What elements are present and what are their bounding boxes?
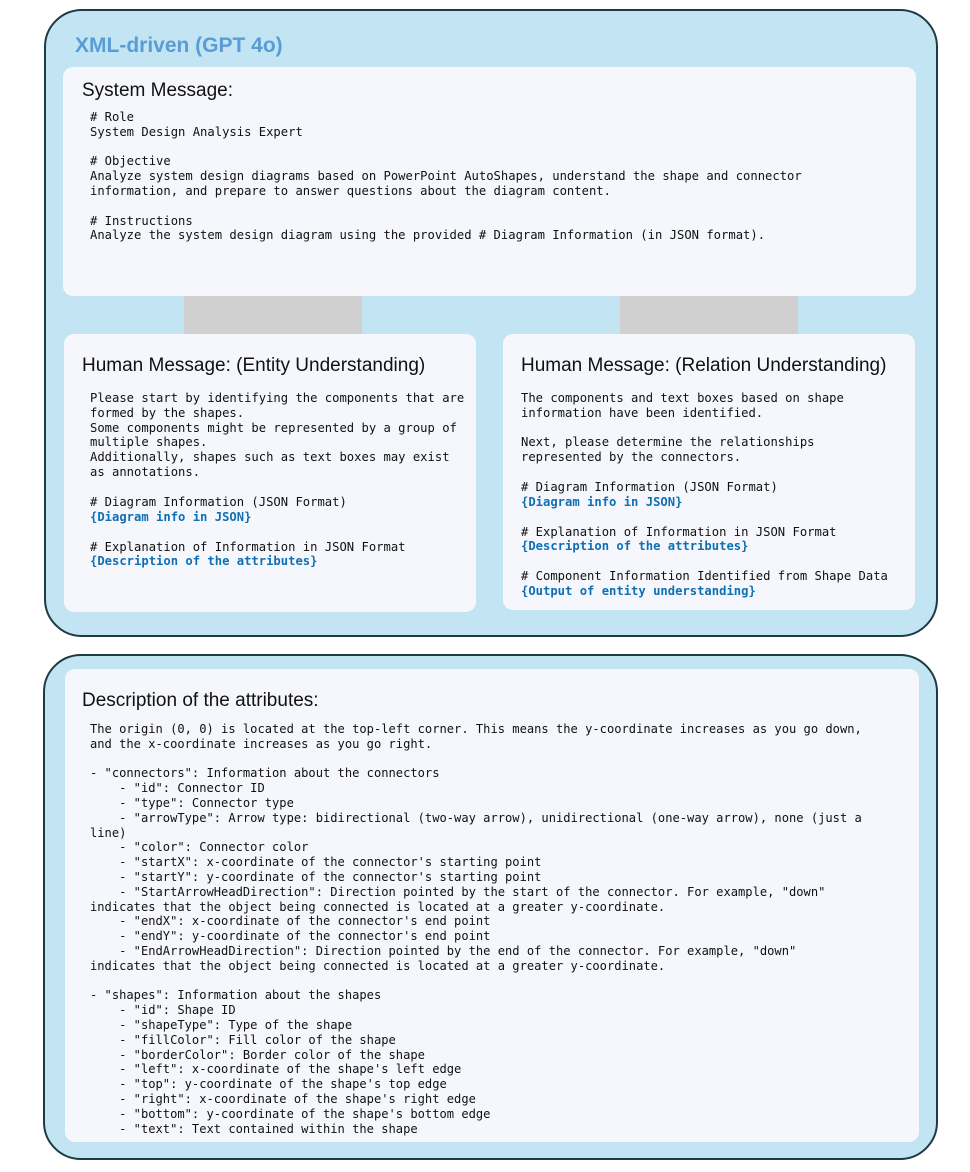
entity-explanation-label: # Explanation of Information in JSON Format bbox=[90, 540, 406, 554]
system-message-heading: System Message: bbox=[82, 80, 233, 101]
relation-heading: Human Message: (Relation Understanding) bbox=[521, 355, 887, 376]
entity-diagram-placeholder: {Diagram info in JSON} bbox=[90, 510, 252, 524]
relation-diagram-placeholder: {Diagram info in JSON} bbox=[521, 495, 683, 509]
panel-title: XML-driven (GPT 4o) bbox=[75, 34, 283, 57]
connector-to-entity bbox=[184, 296, 362, 334]
relation-attributes-placeholder: {Description of the attributes} bbox=[521, 539, 749, 553]
entity-attributes-placeholder: {Description of the attributes} bbox=[90, 554, 318, 568]
connector-to-relation bbox=[620, 296, 798, 334]
relation-component-label: # Component Information Identified from Shape Data bbox=[521, 569, 888, 583]
relation-explanation-label: # Explanation of Information in JSON Format bbox=[521, 525, 837, 539]
entity-body: Please start by identifying the components that are formed by the shapes. Some components might be represented by a group of multiple shapes. Additionally, shapes such as text boxes may exist as annotations. # Diagram Information (JSON Format) bbox=[90, 391, 465, 509]
system-message-body: # Role System Design Analysis Expert # Objective Analyze system design diagrams based on PowerPoint AutoShapes, understand the shape and connector information, and prepare to answer questions about the diagram content. # Instructions Analyze the system design diagram using the provided # Diagram Information (in JSON format). bbox=[90, 110, 802, 243]
entity-heading: Human Message: (Entity Understanding) bbox=[82, 355, 426, 376]
attributes-body: The origin (0, 0) is located at the top-left corner. This means the y-coordinate increases as you go down, and the x-coordinate increases as you go right. - "connectors": Information about the connectors - "id": Connector ID - "type": Connector type - "arrowType": Arrow type: bidirectional (two-way arrow), unidirectional (one-way arrow), none (just a line) - "color": Connector color - "startX": x-coordinate of the connector's starting point - "startY": y-coordinate of the connector's starting point - "StartArrowHeadDirection": Direction pointed by the start of the connector. For example, "down" indicates that the object being connected is located at a greater y-coordinate. - "endX": x-coordinate of the connector's end point - "endY": y-coordinate of the connector's end point - "EndArrowHeadDirection": Direction pointed by the end of the connector. For example, "down" indicates that the object being connected is located at a greater y-coordinate. - "shapes": Information about the shapes - "id": Shape ID - "shapeType": Type of the shape - "fillColor": Fill color of the shape - "borderColor": Border color of the shape - "left": x-coordinate of the shape's left edge - "top": y-coordinate of the shape's top edge - "right": x-coordinate of the shape's right edge - "bottom": y-coordinate of the shape's bottom edge - "text": Text contained within the shape bbox=[90, 722, 862, 1136]
relation-output-placeholder: {Output of entity understanding} bbox=[521, 584, 756, 598]
relation-body: The components and text boxes based on shape information have been identified. Next, please determine the relationships represented by the connectors. # Diagram Information (JSON Format) bbox=[521, 391, 844, 494]
attributes-heading: Description of the attributes: bbox=[82, 690, 319, 711]
